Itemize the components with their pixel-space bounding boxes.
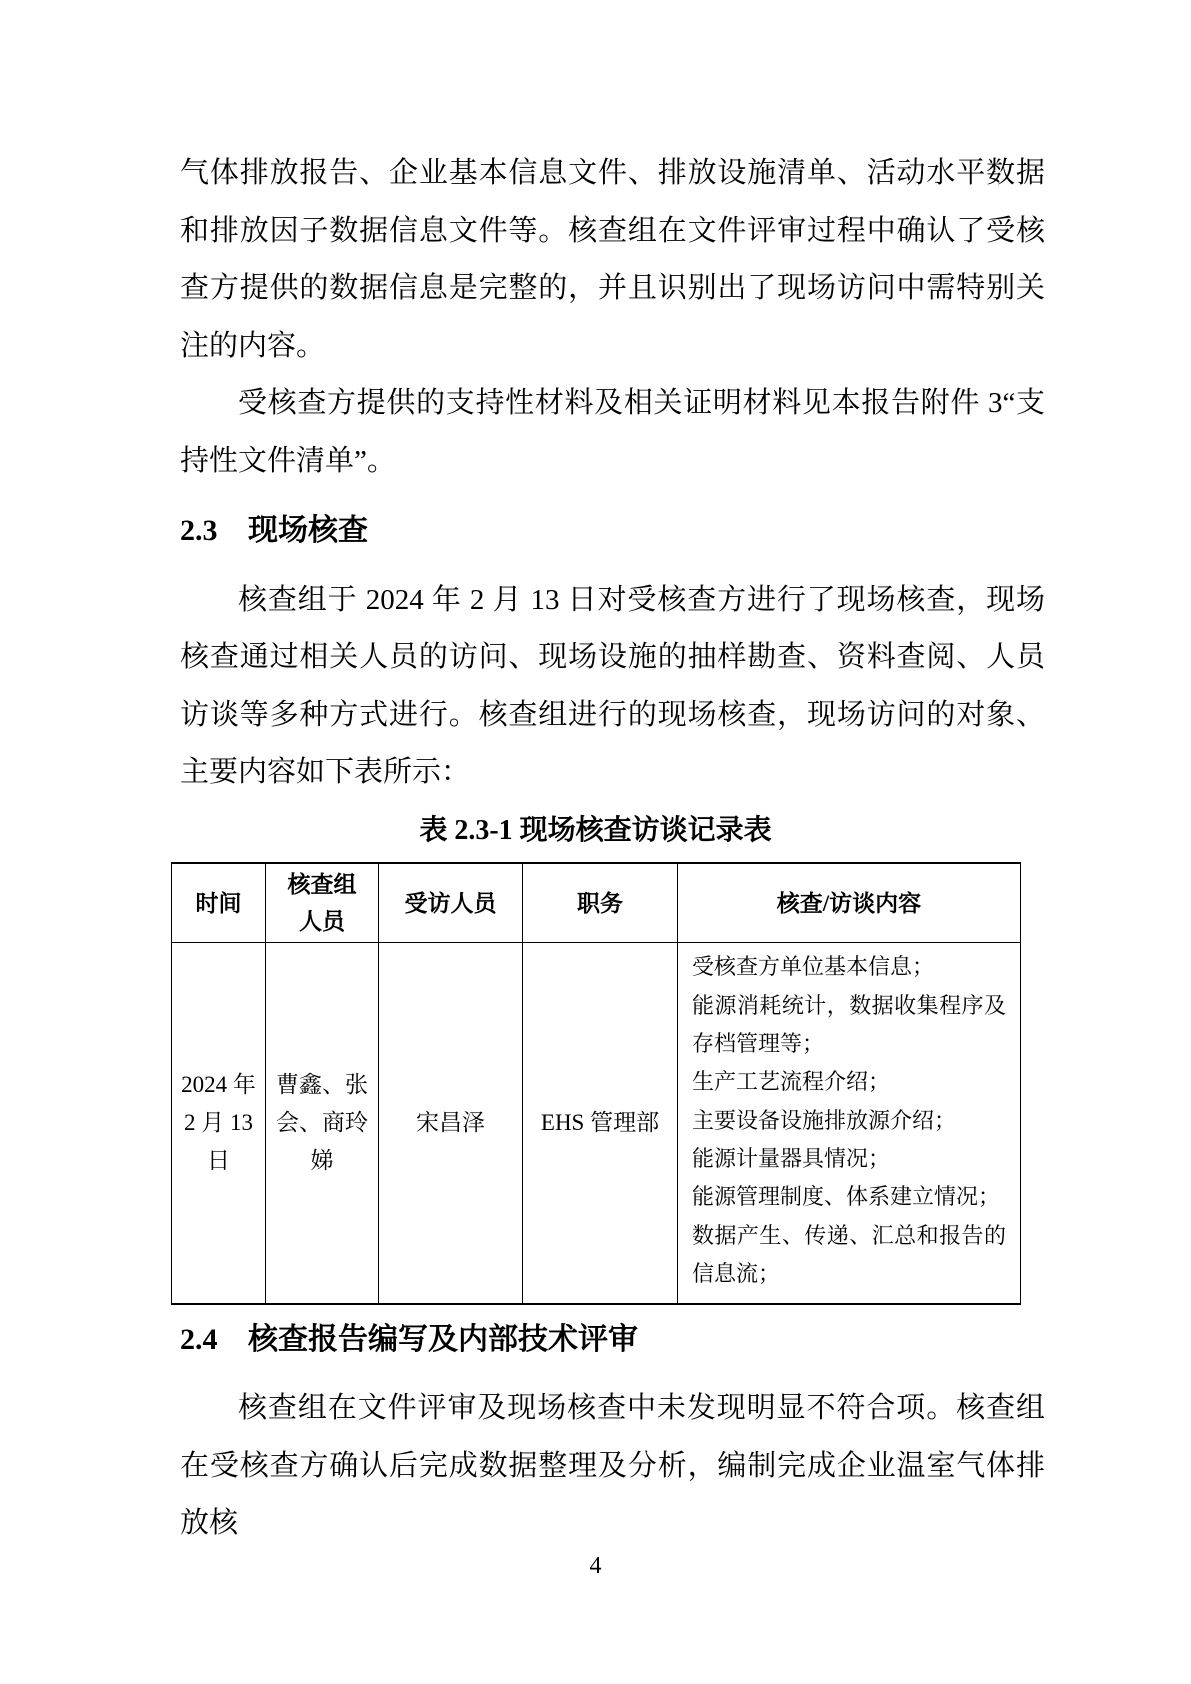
topic-line: 能源消耗统计，数据收集程序及存档管理等； <box>692 992 1006 1057</box>
topic-list <box>692 948 1006 1293</box>
paragraph-onsite-verification: 核查组于 2024 年 2 月 13 日对受核查方进行了现场核查，现场核查通过相关人员的访问、现场设施的抽样勘查、资料查阅、人员访谈等多种方式进行。核查组进行的现场核查，现场访问的对象、主要内容如下表所示： <box>180 583 1045 789</box>
section-heading-2-3 <box>180 508 1045 554</box>
column-header-position: 职务 <box>523 863 678 943</box>
section-heading-2-4 <box>180 1317 1045 1363</box>
topic-line: 主要设备设施排放源介绍； <box>692 1107 957 1133</box>
section-2-4-number: 2.4 <box>180 1322 218 1356</box>
topic-line: 能源管理制度、体系建立情况； <box>692 1184 1001 1210</box>
topic-line: 能源计量器具情况； <box>692 1145 891 1171</box>
page-number: 4 <box>589 1553 602 1579</box>
cell-interview-topics <box>678 943 1021 1304</box>
paragraph-report-writing: 核查组在文件评审及现场核查中未发现明显不符合项。核查组在受核查方确认后完成数据整理及分析，编制完成企业温室气体排放核 <box>180 1391 1045 1540</box>
column-header-time: 时间 <box>172 863 266 943</box>
topic-line: 生产工艺流程介绍； <box>692 1069 891 1095</box>
topic-line: 受核查方单位基本信息； <box>692 954 935 980</box>
paragraph-document-review: 气体排放报告、企业基本信息文件、排放设施清单、活动水平数据和排放因子数据信息文件等。核查组在文件评审过程中确认了受核查方提供的数据信息是完整的，并且识别出了现场访问中需特别关注的内容。 <box>180 157 1045 362</box>
column-header-verification-team: 核查组人员 <box>266 863 379 943</box>
column-header-interview-content: 核查/访谈内容 <box>678 863 1021 943</box>
table-header-row <box>172 863 1021 943</box>
cell-verification-team: 曹鑫、张会、商玲娣 <box>266 943 379 1304</box>
section-2-3-title: 现场核查 <box>248 513 368 547</box>
cell-time: 2024 年 2 月 13 日 <box>172 943 266 1304</box>
page-content <box>180 0 1045 1553</box>
cell-position: EHS 管理部 <box>523 943 678 1304</box>
cell-interviewee: 宋昌泽 <box>379 943 523 1304</box>
section-2-3-number: 2.3 <box>180 513 218 547</box>
paragraph-supporting-materials: 受核查方提供的支持性材料及相关证明材料见本报告附件 3“支持性文件清单”。 <box>180 387 1045 477</box>
interview-record-table <box>171 862 1021 1305</box>
table-row <box>172 943 1021 1304</box>
section-2-4-title: 核查报告编写及内部技术评审 <box>248 1322 638 1356</box>
column-header-interviewee: 受访人员 <box>379 863 523 943</box>
table-caption: 表 2.3-1 现场核查访谈记录表 <box>419 814 772 846</box>
topic-line: 数据产生、传递、汇总和报告的信息流； <box>692 1222 1006 1286</box>
